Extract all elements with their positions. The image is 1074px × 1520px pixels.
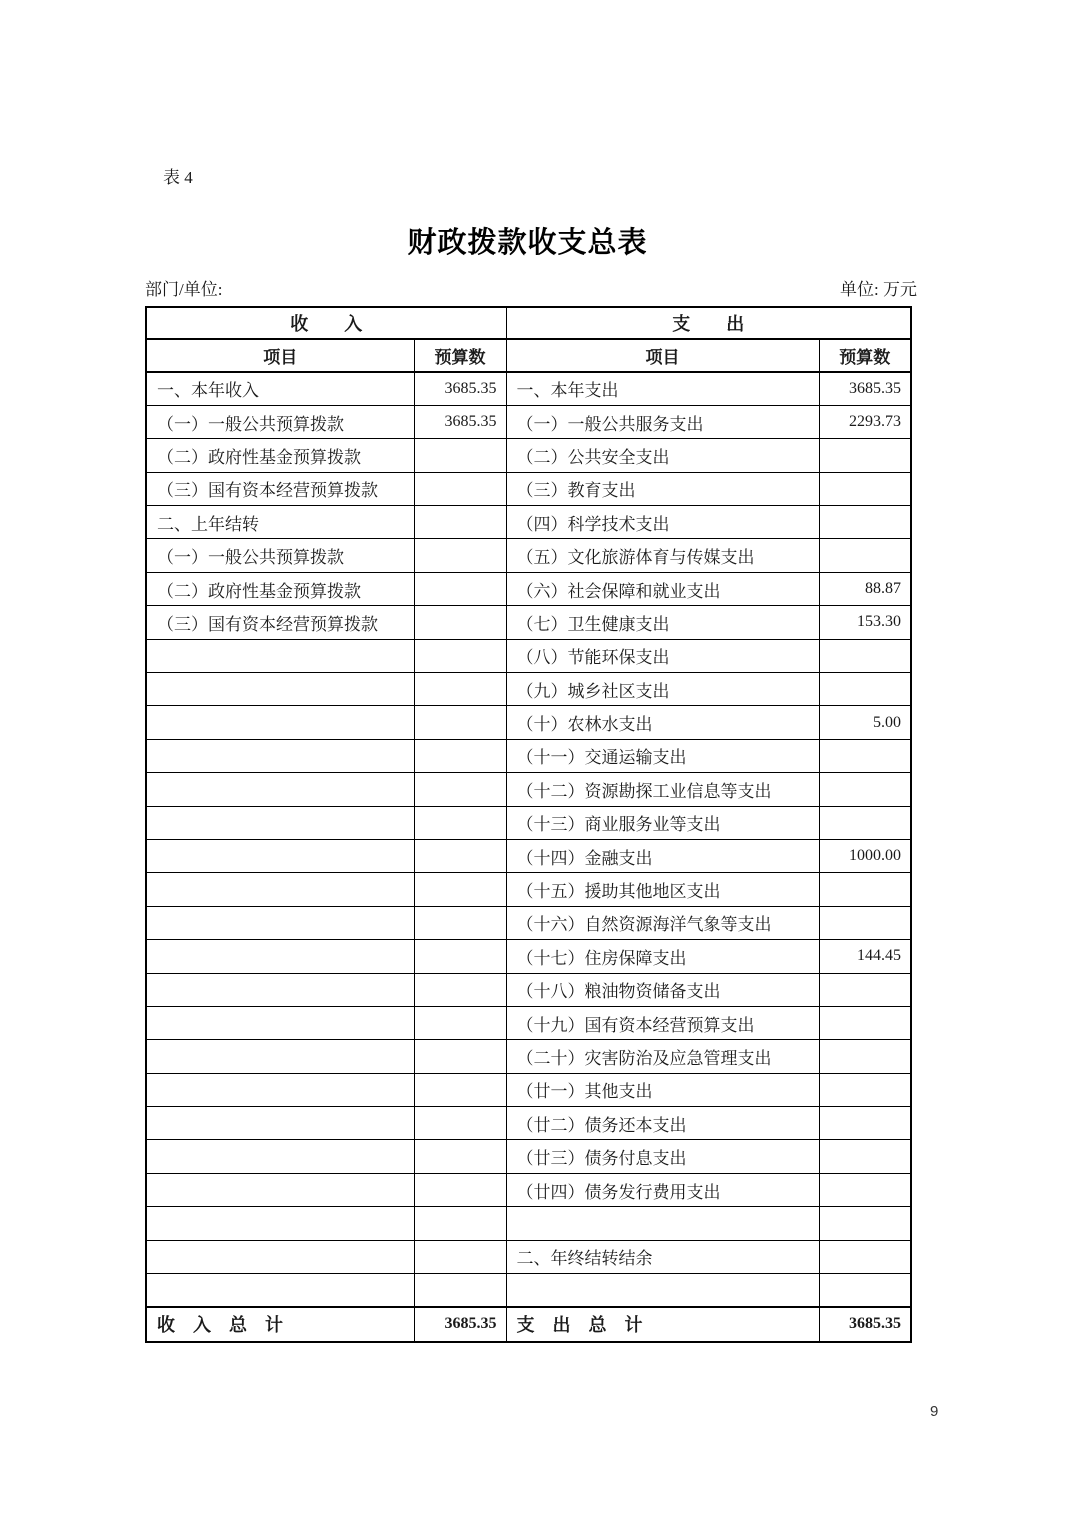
income-budget-cell [414,1207,506,1240]
expense-item-cell: （十二）资源勘探工业信息等支出 [506,773,819,806]
expense-item-cell: （十七）住房保障支出 [506,940,819,973]
income-item-cell [146,1274,414,1307]
income-item-cell: （一）一般公共预算拨款 [146,539,414,572]
income-budget-cell [414,439,506,472]
section-header-row [146,307,911,339]
table-body [146,372,911,1307]
income-budget-cell [414,906,506,939]
expense-budget-cell [819,873,911,906]
table-row [146,1140,911,1173]
income-budget-cell [414,973,506,1006]
expense-budget-cell [819,806,911,839]
table-row [146,873,911,906]
page-title: 财政拨款收支总表 [407,227,648,259]
table-row [146,806,911,839]
income-budget-cell [414,1040,506,1073]
expense-item-cell: （八）节能环保支出 [506,639,819,672]
expense-budget-column-header: 预算数 [819,339,911,372]
income-item-cell [146,1140,414,1173]
expense-item-cell: （十八）粮油物资储备支出 [506,973,819,1006]
expense-item-column-header: 项目 [506,339,819,372]
income-item-cell [146,1040,414,1073]
table-row [146,839,911,872]
table-row [146,739,911,772]
income-item-cell [146,1207,414,1240]
expense-item-cell: （四）科学技术支出 [506,506,819,539]
income-budget-cell [414,1006,506,1039]
expense-budget-cell: 1000.00 [819,839,911,872]
table-row [146,506,911,539]
income-item-cell: （二）政府性基金预算拨款 [146,572,414,605]
income-budget-cell [414,639,506,672]
income-budget-cell [414,673,506,706]
expense-total-value-cell: 3685.35 [819,1307,911,1342]
expense-item-cell: 二、年终结转结余 [506,1240,819,1273]
income-budget-cell [414,1140,506,1173]
income-total-label-cell: 收 入 总 计 [146,1307,414,1342]
income-item-cell [146,639,414,672]
page-number: 9 [930,1403,939,1420]
expense-budget-cell: 3685.35 [819,372,911,405]
table-row [146,1173,911,1206]
budget-summary-table [145,306,912,1343]
expense-budget-cell [819,506,911,539]
expense-item-cell: （十五）援助其他地区支出 [506,873,819,906]
income-budget-cell [414,472,506,505]
expense-budget-cell [819,1006,911,1039]
income-item-cell [146,806,414,839]
expense-budget-cell [819,673,911,706]
expense-budget-cell [819,1073,911,1106]
table-row [146,1073,911,1106]
expense-budget-cell [819,773,911,806]
income-budget-cell [414,1073,506,1106]
expense-budget-cell [819,906,911,939]
expense-budget-cell [819,539,911,572]
expense-item-cell: （十六）自然资源海洋气象等支出 [506,906,819,939]
expense-item-cell: （十）农林水支出 [506,706,819,739]
expense-item-cell: （一）一般公共服务支出 [506,405,819,438]
expense-budget-cell [819,1040,911,1073]
income-item-cell [146,1006,414,1039]
expense-budget-cell [819,739,911,772]
table-row [146,439,911,472]
income-item-cell [146,1107,414,1140]
income-budget-cell [414,506,506,539]
table-row [146,1240,911,1273]
table-row [146,472,911,505]
expense-item-cell: （九）城乡社区支出 [506,673,819,706]
expense-budget-cell [819,1274,911,1307]
income-item-cell: （三）国有资本经营预算拨款 [146,606,414,639]
income-item-cell [146,873,414,906]
income-item-cell [146,673,414,706]
table-row [146,639,911,672]
income-budget-cell: 3685.35 [414,405,506,438]
income-item-column-header: 项目 [146,339,414,372]
meta-department-unit: 部门/单位: [145,280,223,299]
expense-item-cell: 一、本年支出 [506,372,819,405]
table-row [146,1274,911,1307]
expense-budget-cell [819,1207,911,1240]
expense-budget-cell: 153.30 [819,606,911,639]
sheet-label: 表 4 [163,168,193,187]
expense-item-cell: （十一）交通运输支出 [506,739,819,772]
expense-item-cell: （六）社会保障和就业支出 [506,572,819,605]
income-item-cell: （一）一般公共预算拨款 [146,405,414,438]
income-total-value-cell: 3685.35 [414,1307,506,1342]
income-budget-cell [414,873,506,906]
expense-item-cell: （十四）金融支出 [506,839,819,872]
expense-budget-cell: 144.45 [819,940,911,973]
expense-budget-cell [819,1107,911,1140]
income-budget-cell [414,1274,506,1307]
income-budget-cell [414,606,506,639]
expense-item-cell [506,1207,819,1240]
income-item-cell [146,1073,414,1106]
expense-budget-cell [819,639,911,672]
expense-budget-cell [819,1173,911,1206]
income-item-cell: 一、本年收入 [146,372,414,405]
income-item-cell [146,773,414,806]
income-item-cell [146,1173,414,1206]
meta-row [145,275,917,300]
income-budget-cell [414,940,506,973]
expense-budget-cell [819,1240,911,1273]
income-budget-cell [414,1107,506,1140]
expense-item-cell: （七）卫生健康支出 [506,606,819,639]
income-budget-cell [414,773,506,806]
income-item-cell: （二）政府性基金预算拨款 [146,439,414,472]
expense-budget-cell [819,1140,911,1173]
expense-item-cell: （廿三）债务付息支出 [506,1140,819,1173]
income-budget-cell [414,1240,506,1273]
income-item-cell [146,706,414,739]
expense-total-label-cell: 支 出 总 计 [506,1307,819,1342]
income-item-cell [146,739,414,772]
expense-budget-cell: 2293.73 [819,405,911,438]
expense-item-cell: （十九）国有资本经营预算支出 [506,1006,819,1039]
expense-item-cell [506,1274,819,1307]
income-budget-cell [414,839,506,872]
income-budget-cell [414,706,506,739]
table-row [146,606,911,639]
expense-item-cell: （二）公共安全支出 [506,439,819,472]
income-item-cell: （三）国有资本经营预算拨款 [146,472,414,505]
table-row [146,572,911,605]
expense-budget-cell [819,973,911,1006]
expense-budget-cell: 88.87 [819,572,911,605]
income-item-cell [146,839,414,872]
expense-budget-cell [819,472,911,505]
expense-section-header: 支 出 [506,307,911,339]
table-row [146,1040,911,1073]
table-row [146,973,911,1006]
table-row [146,1207,911,1240]
table-row [146,405,911,438]
expense-item-cell: （廿四）债务发行费用支出 [506,1173,819,1206]
income-section-header: 收 入 [146,307,506,339]
table-row [146,1107,911,1140]
income-budget-cell [414,539,506,572]
income-item-cell [146,973,414,1006]
meta-currency-unit: 单位: 万元 [840,280,917,299]
income-budget-column-header: 预算数 [414,339,506,372]
table-row [146,1006,911,1039]
expense-item-cell: （十三）商业服务业等支出 [506,806,819,839]
income-budget-cell [414,572,506,605]
income-budget-cell: 3685.35 [414,372,506,405]
expense-item-cell: （廿一）其他支出 [506,1073,819,1106]
table-row [146,940,911,973]
expense-item-cell: （五）文化旅游体育与传媒支出 [506,539,819,572]
expense-item-cell: （三）教育支出 [506,472,819,505]
table-row [146,706,911,739]
income-budget-cell [414,806,506,839]
table-row [146,372,911,405]
expense-budget-cell [819,439,911,472]
table-row [146,773,911,806]
column-header-row [146,339,911,372]
income-budget-cell [414,1173,506,1206]
expense-item-cell: （二十）灾害防治及应急管理支出 [506,1040,819,1073]
income-item-cell [146,940,414,973]
table-row [146,539,911,572]
income-item-cell [146,906,414,939]
expense-budget-cell: 5.00 [819,706,911,739]
table-row [146,673,911,706]
table-row [146,906,911,939]
income-item-cell [146,1240,414,1273]
income-item-cell: 二、上年结转 [146,506,414,539]
totals-row [146,1307,911,1342]
income-budget-cell [414,739,506,772]
expense-item-cell: （廿二）债务还本支出 [506,1107,819,1140]
